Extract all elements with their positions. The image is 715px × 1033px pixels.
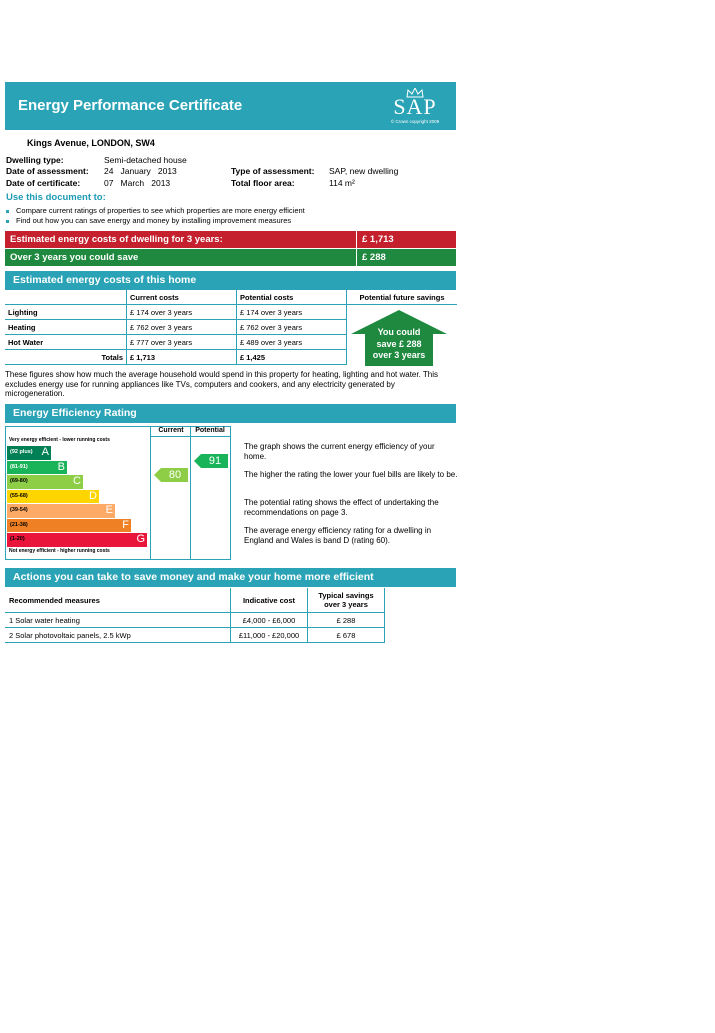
col-potential-rating: Potential [195, 427, 225, 434]
rating-section-heading: Energy Efficiency Rating [5, 404, 456, 423]
rating-band-g [7, 533, 147, 547]
rating-band-d [7, 490, 99, 504]
rating-band-c [7, 475, 83, 489]
use-document-heading: Use this document to: [6, 192, 106, 203]
potential-rating-value: 91 [208, 455, 222, 467]
assessment-date-label: Date of assessment: [6, 166, 89, 176]
band-letter: D [89, 489, 97, 502]
band-range: (21-38) [10, 521, 28, 528]
crown-icon [406, 88, 424, 98]
table-row: 1 Solar water heating £4,000 - £6,000 £ 288 [5, 613, 385, 628]
band-letter: E [105, 504, 113, 516]
assessment-type-value: SAP, new dwelling [329, 166, 399, 176]
assessment-date-value: 24 January 2013 [104, 166, 177, 176]
col-future-savings: Potential future savings [347, 290, 458, 305]
savings-arrow-text: You could save £ 288 over 3 years [372, 327, 426, 360]
certificate-date-label: Date of certificate: [6, 178, 81, 188]
band-range: (55-68) [10, 492, 28, 499]
col-current-rating: Current [158, 427, 184, 434]
certificate-title: Energy Performance Certificate [18, 97, 243, 114]
rating-paragraph: The average energy efficiency rating for a dwelling in England and Wales is band D (rating 60). [244, 526, 432, 545]
current-rating-value: 80 [168, 469, 182, 481]
band-letter: A [41, 446, 49, 458]
floor-area-value: 114 m² [329, 178, 355, 188]
col-recommended-measures: Recommended measures [5, 588, 231, 613]
efficient-note: Very energy efficient - lower running costs [9, 437, 110, 443]
table-row: Heating £ 762 over 3 years £ 762 over 3 years [5, 320, 457, 335]
band-letter: C [73, 475, 81, 487]
rating-band-f [7, 519, 131, 533]
table-row: Hot Water £ 777 over 3 years £ 489 over 3 years [5, 335, 457, 350]
band-range: (39-54) [10, 507, 28, 513]
rating-paragraph: The higher the rating the lower your fuel bills are likely to be. [244, 470, 458, 479]
table-row: 2 Solar photovoltaic panels, 2.5 kWp £11,000 - £20,000 £ 678 [5, 628, 385, 643]
col-indicative-cost: Indicative cost [231, 588, 308, 613]
costs-note: These figures show how much the average household would spend in this property for heating, lighting and hot water. This excludes energy use for running appliances like TVs, computers and cookers, and any electricity generated by microgeneration. [5, 370, 439, 398]
sap-logo [384, 86, 446, 126]
rating-paragraph: The potential rating shows the effect of undertaking the recommendations on page 3. [244, 498, 439, 517]
band-range: (92 plus) [10, 449, 33, 455]
dwelling-type-label: Dwelling type: [6, 155, 64, 165]
use-bullet: Find out how you can save energy and money by installing improvement measures [6, 216, 291, 225]
rating-band-a [7, 446, 51, 460]
floor-area-label: Total floor area: [231, 178, 295, 188]
band-letter: F [122, 518, 129, 531]
dwelling-type-value: Semi-detached house [104, 155, 187, 165]
rating-band-b [7, 461, 67, 475]
band-range: (69-80) [10, 478, 28, 484]
logo-copyright: © Crown copyright 2009 [390, 119, 440, 124]
table-row: Lighting £ 174 over 3 years £ 174 over 3 years [5, 305, 457, 320]
estimated-cost-value: £ 1,713 [357, 231, 456, 248]
band-letter: G [136, 533, 145, 545]
certificate-date-value: 07 March 2013 [104, 178, 171, 188]
property-address: Kings Avenue, LONDON, SW4 [27, 138, 155, 148]
col-potential-costs: Potential costs [237, 290, 347, 305]
savings-bar: Over 3 years you could save [5, 249, 356, 266]
band-range: (81-91) [10, 463, 28, 470]
totals-row: Totals £ 1,713 £ 1,425 [5, 350, 457, 365]
savings-value: £ 288 [357, 249, 456, 266]
col-typical-savings: Typical savings over 3 years [308, 588, 385, 613]
estimated-cost-bar: Estimated energy costs of dwelling for 3 years: [5, 231, 356, 248]
certificate-header [5, 82, 456, 130]
assessment-type-label: Type of assessment: [231, 166, 315, 176]
measures-table [5, 588, 385, 643]
sap-logo-text: SAP [393, 94, 437, 119]
costs-section-heading: Estimated energy costs of this home [5, 271, 456, 290]
use-bullet: Compare current ratings of properties to see which properties are more energy efficient [6, 206, 305, 215]
band-letter: B [57, 460, 65, 473]
col-current-costs: Current costs [127, 290, 237, 305]
inefficient-note: Not energy efficient - higher running costs [9, 548, 110, 554]
actions-section-heading: Actions you can take to save money and make your home more efficient [5, 568, 456, 587]
rating-band-e [7, 504, 115, 518]
rating-paragraph: The graph shows the current energy efficiency of your home. [244, 442, 435, 461]
band-range: (1-20) [10, 536, 25, 542]
